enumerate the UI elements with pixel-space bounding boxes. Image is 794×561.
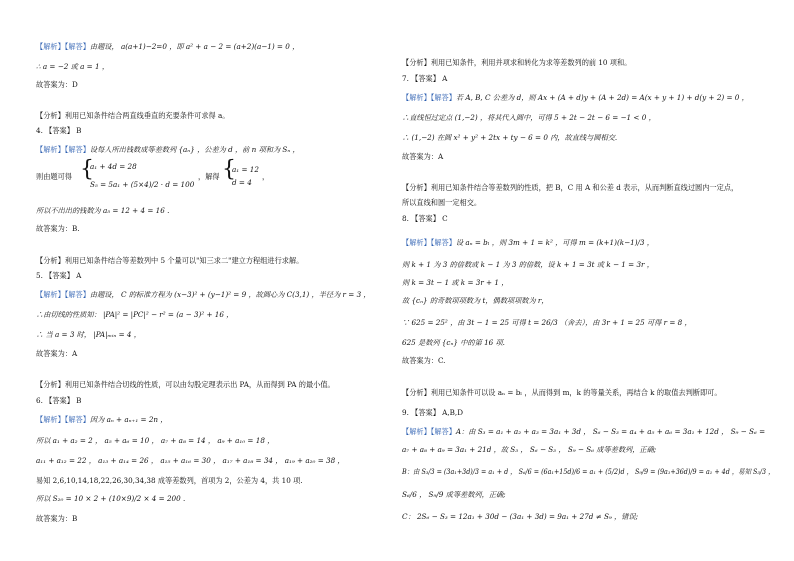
question-5-answer: 5. 【答案】 A — [36, 271, 82, 280]
solution-9-analysis: 【解析】【解答】A：由 S₃ = a₁ + a₂ + a₃ = 3a₁ + 3d ， S₆ − S₃ = a₄ + a₅ + a₆ = 3a₁ + 12d ， S₉ − S₆ = — [402, 427, 766, 436]
solution-9-step-b-2: S₆/6 ， S₉/9 成等差数列，正确; — [402, 490, 506, 499]
solution-9-step-a: a₇ + a₈ + a₉ = 3a₁ + 21d ，故 S₃ ， S₆ − S₃ ， S₉ − S₆ 成等差数列，正确; — [402, 445, 657, 454]
solution-value-1: a₁ = 12 — [232, 165, 259, 174]
analysis-tag: 【解析】【解答】 — [36, 145, 90, 154]
solution-6-answer: 故答案为：B — [36, 514, 78, 523]
solution-8-step-2: 则 k = 3t − 1 或 k = 3r + 1 ， — [402, 278, 509, 287]
left-brace: { — [80, 157, 94, 182]
question-8-answer: 8. 【答案】 C — [402, 214, 448, 223]
solution-7-step-2: ∴ (1,−2) 在圆 x² + y² + 2tx + ty − 6 = 0 内，故直线与圆相交. — [402, 133, 618, 142]
analysis-tag: 【解析】【解答】 — [36, 415, 90, 424]
solution-6-analysis: 【解析】【解答】因为 aₙ + aₙ₊₁ = 2n ， — [36, 415, 168, 424]
solution-4-analysis: 【解析】【解答】设每人所出钱数成等差数列 {aₙ} ，公差为 d ，前 n 项和为 Sₙ ， — [36, 145, 300, 154]
question-4-answer: 4. 【答案】 B — [36, 126, 82, 135]
solution-5-step-2: ∴ 当 a = 3 时， |PA|ₘᵢₙ = 4 ， — [36, 330, 141, 339]
solution-6-result: 所以 S₂₀ = 10 × 2 + (10×9)/2 × 4 = 200 . — [36, 494, 186, 503]
solution-8-analysis: 【解析】【解答】设 aₙ = bₗ ，则 3m + 1 = k² ，可得 m = (k+1)(k−1)/3 ， — [402, 238, 654, 247]
system-equation-1: a₁ + 4d = 28 — [90, 162, 137, 171]
solution-7-analysis: 【解析】【解答】若 A, B, C 公差为 d，则 Ax + (A + d)y + (A + 2d) = A(x + y + 1) + d(y + 2) = 0 ， — [402, 93, 749, 102]
analysis-tag: 【解析】【解答】 — [402, 93, 456, 102]
solution-3-answer: 故答案为：D — [36, 80, 78, 89]
solution-7-summary-2: 所以直线和圆一定相交。 — [402, 198, 482, 207]
solution-8-step-4: ∵ 625 = 25² ，由 3t − 1 = 25 可得 t = 26/3 （舍去），由 3r + 1 = 25 可得 r = 8 ， — [402, 318, 692, 327]
solution-6-sums-row-1: 所以 a₁ + a₂ = 2 ， a₅ + a₆ = 10 ， a₇ + a₈ = 14 ， a₉ + a₁₀ = 18 ， — [36, 436, 275, 445]
question-9-answer: 9. 【答案】 A,B,D — [402, 408, 463, 417]
solution-7-summary-1: 【分析】利用已知条件结合等差数列的性质，把 B，C 用 A 和公差 d 表示，从而判断直线过圆内一定点， — [402, 183, 739, 192]
system-equation-2: S₅ = 5a₁ + (5×4)/2 · d = 100 — [90, 180, 195, 189]
solution-8-step-1: 则 k + 1 为 3 的倍数或 k − 1 为 3 的倍数，设 k + 1 = 3t 或 k − 1 = 3r ， — [402, 260, 654, 269]
analysis-tag: 【解析】【解答】 — [36, 42, 90, 51]
solve-label: ，解得 — [198, 172, 220, 181]
analysis-tag: 【解析】【解答】 — [402, 427, 456, 436]
solution-4-equation-system: 则由题可得 — [36, 172, 72, 181]
solution-5-analysis: 【解析】【解答】由题设， C 的标准方程为 (x−3)² + (y−1)² = 9 ，故圆心为 C(3,1) ，半径为 r = 3 ， — [36, 290, 371, 299]
solution-9-step-c: C： 2S₆ − S₃ = 12a₁ + 30d − (3a₁ + 3d) = 9a₁ + 27d ≠ S₉ ，错误; — [402, 512, 639, 521]
solution-value-2: d = 4 — [232, 178, 252, 187]
comma: ， — [262, 172, 270, 181]
solution-6-sums-row-2: a₁₁ + a₁₂ = 22 ， a₁₃ + a₁₄ = 26 ， a₁₅ + a₁₆ = 30 ， a₁₇ + a₁₈ = 34 ， a₁₉ + a₂₀ = 38 ， — [36, 456, 345, 465]
analysis-tag: 【解析】【解答】 — [402, 238, 456, 247]
analysis-tag: 【解析】【解答】 — [36, 290, 90, 299]
solution-6-sequence-note: 易知 2,6,10,14,18,22,26,30,34,38 成等差数列，首项为 2，公差为 4，共 10 项. — [36, 476, 303, 485]
solution-7-answer: 故答案为：A — [402, 152, 444, 161]
solution-3-analysis: 【解析】【解答】由题设， a(a+1)−2=0 ，即 a² + a − 2 = (a+2)(a−1) = 0 ， — [36, 42, 300, 51]
solution-4-result: 所以不出出的钱数为 a₅ = 12 + 4 = 16 . — [36, 206, 170, 215]
solution-3-summary: 【分析】利用已知条件结合两直线垂直的充要条件可求得 a。 — [36, 111, 230, 120]
question-6-answer: 6. 【答案】 B — [36, 396, 82, 405]
solution-5-answer: 故答案为：A — [36, 349, 78, 358]
solution-5-step-1: ∴由切线的性质知： |PA|² = |PC|² − r² = (a − 3)² + 16 ， — [36, 310, 234, 319]
solution-4-summary: 【分析】利用已知条件结合等差数列中 5 个量可以"知三求二"建立方程组进行求解。 — [36, 256, 304, 265]
solution-8-step-3: 故 {cₙ} 的奇数项项数为 t，偶数项项数为 r， — [402, 296, 549, 305]
question-7-answer: 7. 【答案】 A — [402, 74, 448, 83]
solution-8-answer: 故答案为：C. — [402, 356, 446, 365]
solution-6-summary: 【分析】利用已知条件，利用并项求和转化为求等差数列的前 10 项和。 — [402, 58, 632, 67]
solution-8-step-5: 625 是数列 {cₙ} 中的第 16 项. — [402, 338, 505, 347]
solution-7-step-1: ∴直线恒过定点 (1,−2) ，将其代入圆中，可得 5 + 2t − 2t − 6 = −1 < 0 ， — [402, 113, 656, 122]
solution-5-summary: 【分析】利用已知条件结合切线的性质，可以由勾股定理表示出 PA，从而得到 PA 的最小值。 — [36, 380, 335, 389]
solution-9-step-b-1: B：由 S₃/3 = (3a₁+3d)/3 = a₁ + d ， S₆/6 = (6a₁+15d)/6 = a₁ + (5/2)d ， S₉/9 = (9a₁+36d)/9 = a₁ + 4d ，易知 S₃/3 ， — [402, 467, 775, 476]
solution-3-result: ∴ a = −2 或 a = 1 ， — [36, 62, 110, 71]
left-brace: { — [222, 157, 236, 182]
solution-8-summary: 【分析】利用已知条件可以设 aₙ = bₗ ，从而得到 m，k 的等量关系，再结合 k 的取值去判断即可。 — [402, 388, 722, 397]
solution-4-answer: 故答案为：B. — [36, 224, 80, 233]
